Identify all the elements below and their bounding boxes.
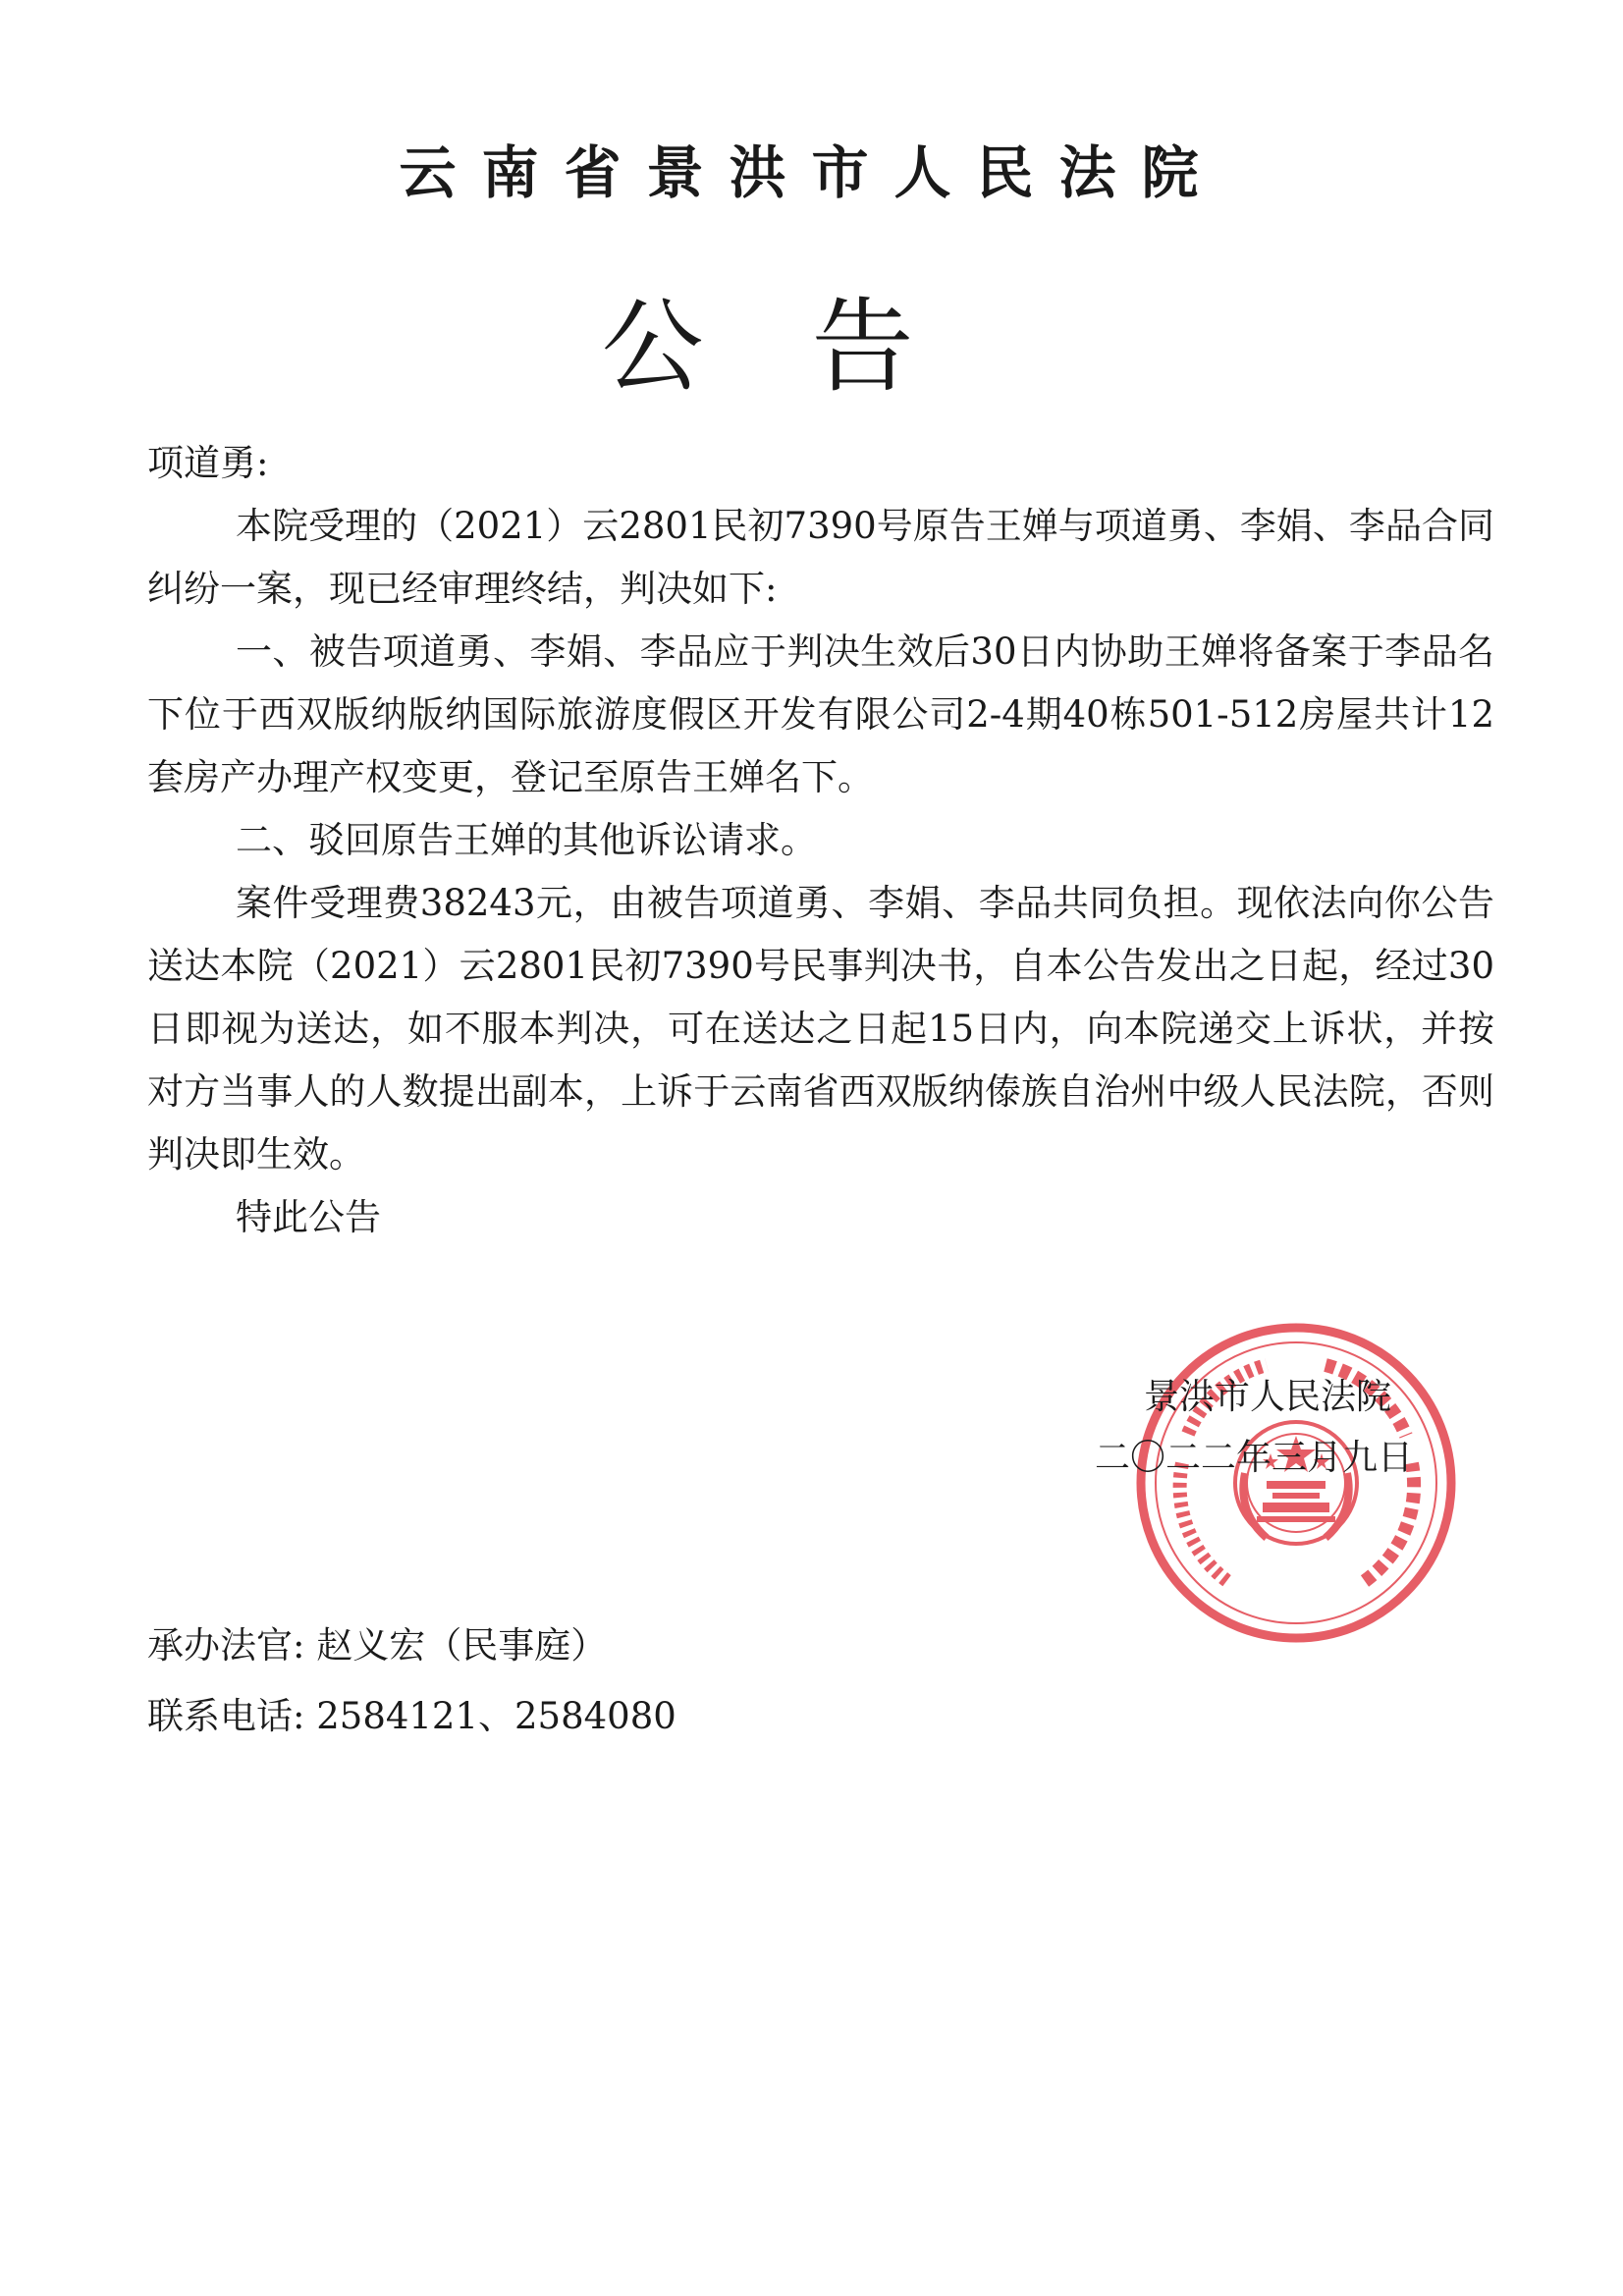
- phone-label: 联系电话:: [147, 1695, 305, 1737]
- judge-value: 赵义宏（民事庭）: [316, 1624, 608, 1667]
- signature-date: 二〇二二年三月九日: [1095, 1438, 1414, 1478]
- paragraph-judgment-item-1: 一、被告项道勇、李娟、李品应于判决生效后30日内协助王婵将备案于李品名下位于西双版纳版纳国际旅游度假区开发有限公司2-4期40栋501-512房屋共计12套房产办理产权变更，登记至原告王婵名下。: [147, 630, 1494, 798]
- judge-label: 承办法官:: [147, 1624, 305, 1667]
- notice-title: 公告: [601, 287, 1022, 407]
- signature-court-name: 景洪市人民法院: [1144, 1377, 1392, 1417]
- judge-row: [147, 1611, 1129, 1681]
- signature-block: [1095, 1367, 1507, 1489]
- paragraph-case-summary: 本院受理的（2021）云2801民初7390号原告王婵与项道勇、李娟、李品合同纠纷一案，现已经审理终结，判决如下:: [147, 505, 1494, 610]
- notice-body: [147, 432, 1494, 1249]
- paragraph-fees-and-service: 案件受理费38243元，由被告项道勇、李娟、李品共同负担。现依法向你公告送达本院（2021）云2801民初7390号民事判决书，自本公告发出之日起，经过30日即视为送达，如不服本判决，可在送达之日起15日内，向本院递交上诉状，并按对方当事人的人数提出副本，上诉于云南省西双版纳傣族自治州中级人民法院，否则判决即生效。: [147, 882, 1494, 1175]
- addressee: 项道勇:: [147, 442, 269, 484]
- paragraph-closing: 特此公告: [236, 1196, 381, 1238]
- paragraph-judgment-item-2: 二、驳回原告王婵的其他诉讼请求。: [236, 819, 817, 861]
- phone-row: [147, 1681, 1129, 1752]
- phone-value: 2584121、2584080: [316, 1695, 676, 1737]
- court-name-heading: 云南省景洪市人民法院: [399, 139, 1224, 206]
- contact-footer: [147, 1611, 1129, 1752]
